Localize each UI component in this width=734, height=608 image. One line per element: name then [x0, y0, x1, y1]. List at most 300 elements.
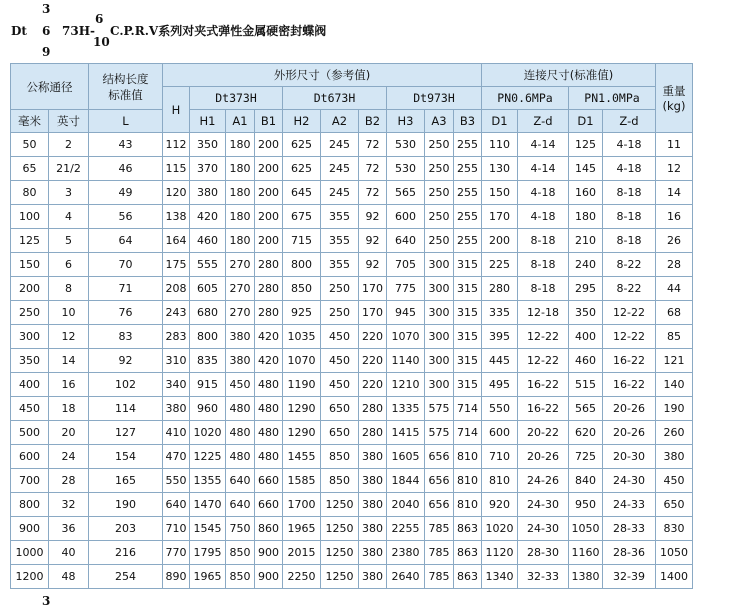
- table-cell: 283: [163, 325, 190, 349]
- table-cell: 480: [255, 373, 283, 397]
- table-cell: 315: [454, 253, 482, 277]
- table-cell: 2640: [387, 565, 425, 589]
- table-cell: 65: [11, 157, 49, 181]
- table-cell: 1290: [283, 421, 321, 445]
- table-cell: 550: [482, 397, 518, 421]
- h1-header: H1: [190, 110, 226, 133]
- table-cell: 450: [226, 373, 255, 397]
- table-cell: 860: [255, 517, 283, 541]
- table-cell: 460: [569, 349, 603, 373]
- table-row: [11, 445, 693, 469]
- table-cell: 20-30: [603, 445, 656, 469]
- table-cell: 190: [89, 493, 163, 517]
- table-cell: 250: [11, 301, 49, 325]
- table-cell: 24: [49, 445, 89, 469]
- table-cell: 315: [454, 277, 482, 301]
- table-cell: 250: [321, 277, 359, 301]
- table-cell: 11: [656, 133, 693, 157]
- table-row: [11, 541, 693, 565]
- table-cell: 260: [656, 421, 693, 445]
- table-cell: 550: [163, 469, 190, 493]
- table-cell: 340: [163, 373, 190, 397]
- table-cell: 8-22: [603, 253, 656, 277]
- table-cell: 1225: [190, 445, 226, 469]
- table-cell: 80: [11, 181, 49, 205]
- table-cell: 8-18: [603, 181, 656, 205]
- table-cell: 3: [49, 181, 89, 205]
- table-cell: 1400: [656, 565, 693, 589]
- table-cell: 835: [190, 349, 226, 373]
- table-cell: 645: [283, 181, 321, 205]
- table-cell: 170: [359, 301, 387, 325]
- table-cell: 1140: [387, 349, 425, 373]
- table-cell: 72: [359, 181, 387, 205]
- table-cell: 32-39: [603, 565, 656, 589]
- table-cell: 18: [49, 397, 89, 421]
- table-cell: 863: [454, 565, 482, 589]
- table-cell: 710: [482, 445, 518, 469]
- pn10-header: PN1.0MPa: [569, 87, 656, 110]
- table-cell: 20-22: [518, 421, 569, 445]
- table-cell: 480: [226, 445, 255, 469]
- table-cell: 175: [163, 253, 190, 277]
- table-cell: 2250: [283, 565, 321, 589]
- table-cell: 300: [425, 349, 454, 373]
- table-cell: 170: [482, 205, 518, 229]
- table-cell: 380: [656, 445, 693, 469]
- table-cell: 125: [569, 133, 603, 157]
- table-cell: 250: [425, 205, 454, 229]
- table-cell: 395: [482, 325, 518, 349]
- table-cell: 714: [454, 397, 482, 421]
- title-frac-top: 6: [95, 12, 104, 26]
- table-cell: 160: [569, 181, 603, 205]
- table-cell: 300: [11, 325, 49, 349]
- table-cell: 1250: [321, 517, 359, 541]
- table-cell: 200: [255, 133, 283, 157]
- table-cell: 72: [359, 133, 387, 157]
- table-cell: 1020: [482, 517, 518, 541]
- table-cell: 450: [11, 397, 49, 421]
- d1-pn06-header: D1: [482, 110, 518, 133]
- table-cell: 660: [255, 469, 283, 493]
- structure-length-header: [89, 64, 163, 110]
- table-cell: 830: [656, 517, 693, 541]
- table-cell: 2015: [283, 541, 321, 565]
- table-cell: 515: [569, 373, 603, 397]
- table-cell: 1965: [283, 517, 321, 541]
- table-cell: 150: [482, 181, 518, 205]
- table-cell: 170: [359, 277, 387, 301]
- zd-pn06-header: Z-d: [518, 110, 569, 133]
- table-cell: 280: [255, 277, 283, 301]
- title-block: [0, 0, 734, 62]
- dt673h-header: Dt673H: [283, 87, 387, 110]
- table-cell: 410: [163, 421, 190, 445]
- table-cell: 245: [321, 181, 359, 205]
- structure-length-line2: 标准值: [108, 87, 143, 102]
- table-cell: 225: [482, 253, 518, 277]
- table-cell: 1605: [387, 445, 425, 469]
- table-cell: 1290: [283, 397, 321, 421]
- d1-pn10-header: D1: [569, 110, 603, 133]
- a1-header: A1: [226, 110, 255, 133]
- outline-dimensions-header: 外形尺寸（参考值): [163, 64, 482, 87]
- table-cell: 600: [11, 445, 49, 469]
- table-cell: 1070: [283, 349, 321, 373]
- table-row: [11, 133, 693, 157]
- table-cell: 675: [283, 205, 321, 229]
- table-cell: 120: [163, 181, 190, 205]
- table-cell: 4-18: [603, 133, 656, 157]
- table-row: [11, 253, 693, 277]
- table-cell: 380: [190, 181, 226, 205]
- table-cell: 130: [482, 157, 518, 181]
- table-cell: 420: [255, 325, 283, 349]
- table-cell: 220: [359, 325, 387, 349]
- table-cell: 915: [190, 373, 226, 397]
- table-cell: 370: [190, 157, 226, 181]
- table-cell: 270: [226, 301, 255, 325]
- table-cell: 470: [163, 445, 190, 469]
- table-cell: 810: [454, 469, 482, 493]
- a3-header: A3: [425, 110, 454, 133]
- table-cell: 656: [425, 445, 454, 469]
- b3-header: B3: [454, 110, 482, 133]
- table-row: [11, 157, 693, 181]
- spec-table-wrapper: [10, 63, 693, 589]
- pn06-header: PN0.6MPa: [482, 87, 569, 110]
- table-cell: 810: [454, 493, 482, 517]
- table-cell: 640: [387, 229, 425, 253]
- table-cell: 850: [226, 541, 255, 565]
- table-cell: 16-22: [603, 373, 656, 397]
- table-cell: 500: [11, 421, 49, 445]
- structure-length-line1: 结构长度: [102, 71, 149, 86]
- table-row: [11, 493, 693, 517]
- mm-header: 毫米: [11, 110, 49, 133]
- table-cell: 450: [321, 325, 359, 349]
- table-cell: 200: [482, 229, 518, 253]
- table-cell: 300: [425, 253, 454, 277]
- table-cell: 810: [482, 469, 518, 493]
- table-cell: 28: [656, 253, 693, 277]
- table-cell: 280: [482, 277, 518, 301]
- table-cell: 310: [163, 349, 190, 373]
- table-cell: 725: [569, 445, 603, 469]
- table-cell: 640: [226, 469, 255, 493]
- table-cell: 44: [656, 277, 693, 301]
- table-cell: 190: [656, 397, 693, 421]
- table-cell: 250: [425, 181, 454, 205]
- table-row: [11, 349, 693, 373]
- table-cell: 1470: [190, 493, 226, 517]
- table-cell: 1335: [387, 397, 425, 421]
- table-cell: 250: [425, 133, 454, 157]
- table-cell: 300: [425, 301, 454, 325]
- table-cell: 16-22: [518, 373, 569, 397]
- table-cell: 380: [226, 349, 255, 373]
- title-digit-top: 3: [42, 2, 51, 16]
- table-cell: 945: [387, 301, 425, 325]
- table-cell: 650: [321, 397, 359, 421]
- table-cell: 850: [226, 565, 255, 589]
- footer-digit: 3: [42, 594, 51, 608]
- table-cell: 2: [49, 133, 89, 157]
- table-cell: 180: [226, 181, 255, 205]
- table-cell: 8-18: [518, 253, 569, 277]
- table-cell: 350: [11, 349, 49, 373]
- table-cell: 300: [425, 373, 454, 397]
- table-cell: 255: [454, 157, 482, 181]
- table-cell: 650: [321, 421, 359, 445]
- weight-header: [656, 64, 693, 133]
- table-cell: 380: [359, 469, 387, 493]
- table-cell: 36: [49, 517, 89, 541]
- table-cell: 1210: [387, 373, 425, 397]
- table-cell: 400: [11, 373, 49, 397]
- header-row-3: [11, 110, 693, 133]
- table-cell: 380: [359, 517, 387, 541]
- table-cell: 300: [425, 277, 454, 301]
- table-cell: 46: [89, 157, 163, 181]
- table-cell: 1585: [283, 469, 321, 493]
- table-cell: 100: [11, 205, 49, 229]
- b2-header: B2: [359, 110, 387, 133]
- table-cell: 890: [163, 565, 190, 589]
- table-cell: 1120: [482, 541, 518, 565]
- table-cell: 21/2: [49, 157, 89, 181]
- table-cell: 575: [425, 397, 454, 421]
- title-model: 73H-: [62, 24, 96, 38]
- table-cell: 380: [359, 565, 387, 589]
- table-cell: 480: [226, 421, 255, 445]
- table-cell: 450: [321, 373, 359, 397]
- table-cell: 245: [321, 157, 359, 181]
- table-row: [11, 181, 693, 205]
- table-cell: 270: [226, 277, 255, 301]
- title-series-name: C.P.R.V系列对夹式弹性金属硬密封蝶阀: [110, 24, 327, 38]
- table-cell: 1200: [11, 565, 49, 589]
- table-cell: 48: [49, 565, 89, 589]
- weight-line2: (kg): [662, 99, 686, 113]
- table-cell: 600: [387, 205, 425, 229]
- table-cell: 900: [255, 541, 283, 565]
- b1-header: B1: [255, 110, 283, 133]
- table-cell: 480: [255, 421, 283, 445]
- table-cell: 24-30: [518, 517, 569, 541]
- table-cell: 660: [255, 493, 283, 517]
- connection-dimensions-header: 连接尺寸(标准值): [482, 64, 656, 87]
- table-cell: 76: [89, 301, 163, 325]
- table-cell: 8-18: [603, 205, 656, 229]
- table-cell: 92: [89, 349, 163, 373]
- table-cell: 208: [163, 277, 190, 301]
- table-cell: 785: [425, 565, 454, 589]
- table-cell: 92: [359, 205, 387, 229]
- table-cell: 68: [656, 301, 693, 325]
- table-cell: 20-26: [603, 397, 656, 421]
- table-cell: 1160: [569, 541, 603, 565]
- table-cell: 925: [283, 301, 321, 325]
- table-cell: 480: [226, 397, 255, 421]
- nominal-diameter-header: 公称通径: [11, 64, 89, 110]
- table-cell: 16-22: [603, 349, 656, 373]
- table-cell: 295: [569, 277, 603, 301]
- table-cell: 1415: [387, 421, 425, 445]
- table-cell: 1070: [387, 325, 425, 349]
- table-cell: 180: [226, 157, 255, 181]
- table-cell: 250: [321, 301, 359, 325]
- table-cell: 2040: [387, 493, 425, 517]
- table-cell: 14: [49, 349, 89, 373]
- table-row: [11, 301, 693, 325]
- table-cell: 20-26: [518, 445, 569, 469]
- table-row: [11, 277, 693, 301]
- table-cell: 420: [255, 349, 283, 373]
- table-cell: 85: [656, 325, 693, 349]
- table-cell: 1050: [569, 517, 603, 541]
- table-cell: 380: [359, 541, 387, 565]
- table-cell: 850: [321, 445, 359, 469]
- table-cell: 12-22: [518, 325, 569, 349]
- table-cell: 650: [656, 493, 693, 517]
- table-cell: 355: [321, 229, 359, 253]
- table-cell: 20-26: [603, 421, 656, 445]
- table-cell: 705: [387, 253, 425, 277]
- table-cell: 565: [569, 397, 603, 421]
- table-cell: 960: [190, 397, 226, 421]
- table-cell: 40: [49, 541, 89, 565]
- table-cell: 165: [89, 469, 163, 493]
- table-cell: 8-18: [603, 229, 656, 253]
- table-cell: 350: [190, 133, 226, 157]
- table-cell: 255: [454, 205, 482, 229]
- table-cell: 24-33: [603, 493, 656, 517]
- table-cell: 245: [321, 133, 359, 157]
- table-cell: 1545: [190, 517, 226, 541]
- table-cell: 70: [89, 253, 163, 277]
- table-cell: 400: [569, 325, 603, 349]
- table-cell: 1965: [190, 565, 226, 589]
- table-cell: 12-22: [603, 301, 656, 325]
- table-cell: 102: [89, 373, 163, 397]
- table-cell: 460: [190, 229, 226, 253]
- table-cell: 125: [11, 229, 49, 253]
- table-cell: 380: [163, 397, 190, 421]
- table-cell: 450: [321, 349, 359, 373]
- table-cell: 240: [569, 253, 603, 277]
- table-cell: 28-36: [603, 541, 656, 565]
- table-cell: 450: [656, 469, 693, 493]
- table-cell: 1250: [321, 565, 359, 589]
- table-cell: 605: [190, 277, 226, 301]
- table-cell: 850: [321, 469, 359, 493]
- table-cell: 1250: [321, 493, 359, 517]
- table-cell: 800: [283, 253, 321, 277]
- table-row: [11, 469, 693, 493]
- table-cell: 656: [425, 469, 454, 493]
- title-prefix: Dt: [11, 24, 27, 38]
- table-cell: 92: [359, 229, 387, 253]
- table-cell: 315: [454, 349, 482, 373]
- table-cell: 1844: [387, 469, 425, 493]
- table-cell: 1250: [321, 541, 359, 565]
- table-cell: 625: [283, 133, 321, 157]
- table-cell: 24-30: [518, 493, 569, 517]
- table-row: [11, 205, 693, 229]
- table-cell: 200: [255, 229, 283, 253]
- table-cell: 24-26: [518, 469, 569, 493]
- table-cell: 280: [359, 397, 387, 421]
- table-cell: 300: [425, 325, 454, 349]
- table-cell: 4-18: [518, 181, 569, 205]
- table-cell: 863: [454, 517, 482, 541]
- table-cell: 315: [454, 373, 482, 397]
- zd-pn10-header: Z-d: [603, 110, 656, 133]
- table-row: [11, 517, 693, 541]
- h-header: H: [163, 87, 190, 133]
- table-cell: 49: [89, 181, 163, 205]
- table-cell: 71: [89, 277, 163, 301]
- table-cell: 775: [387, 277, 425, 301]
- table-cell: 83: [89, 325, 163, 349]
- weight-line1: 重量: [662, 84, 686, 98]
- table-cell: 255: [454, 181, 482, 205]
- table-cell: 43: [89, 133, 163, 157]
- table-cell: 180: [569, 205, 603, 229]
- table-row: [11, 229, 693, 253]
- table-cell: 140: [656, 373, 693, 397]
- table-cell: 750: [226, 517, 255, 541]
- table-cell: 112: [163, 133, 190, 157]
- table-cell: 150: [11, 253, 49, 277]
- table-cell: 6: [49, 253, 89, 277]
- table-row: [11, 373, 693, 397]
- table-cell: 380: [359, 493, 387, 517]
- table-cell: 530: [387, 157, 425, 181]
- table-cell: 710: [163, 517, 190, 541]
- table-cell: 28-33: [603, 517, 656, 541]
- table-cell: 16: [656, 205, 693, 229]
- table-cell: 1340: [482, 565, 518, 589]
- table-cell: 355: [321, 205, 359, 229]
- table-cell: 20: [49, 421, 89, 445]
- table-cell: 4-14: [518, 157, 569, 181]
- table-cell: 255: [454, 133, 482, 157]
- table-cell: 200: [11, 277, 49, 301]
- table-cell: 12-22: [518, 349, 569, 373]
- table-cell: 180: [226, 133, 255, 157]
- l-header: L: [89, 110, 163, 133]
- spec-table: [10, 63, 693, 589]
- table-cell: 200: [255, 157, 283, 181]
- table-cell: 4-14: [518, 133, 569, 157]
- table-cell: 28: [49, 469, 89, 493]
- table-row: [11, 397, 693, 421]
- table-cell: 700: [11, 469, 49, 493]
- table-cell: 530: [387, 133, 425, 157]
- table-cell: 127: [89, 421, 163, 445]
- table-cell: 56: [89, 205, 163, 229]
- table-cell: 8-22: [603, 277, 656, 301]
- table-cell: 575: [425, 421, 454, 445]
- table-cell: 50: [11, 133, 49, 157]
- table-cell: 2255: [387, 517, 425, 541]
- table-cell: 900: [255, 565, 283, 589]
- table-cell: 10: [49, 301, 89, 325]
- table-cell: 8: [49, 277, 89, 301]
